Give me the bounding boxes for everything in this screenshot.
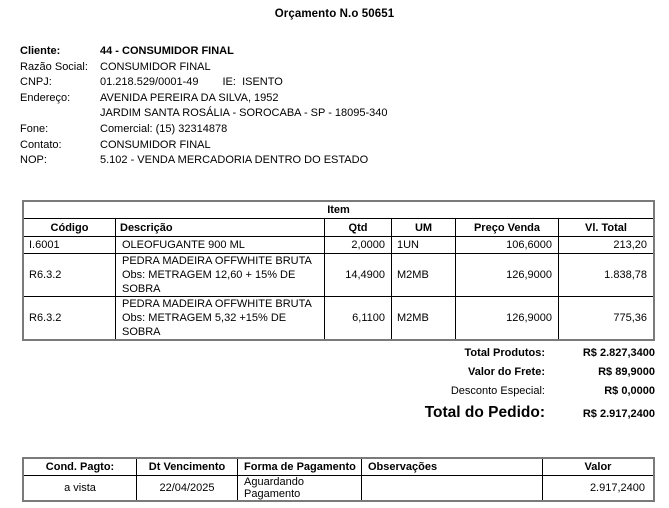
value-ie: ISENTO [242, 76, 283, 89]
value-cliente: 44 - CONSUMIDOR FINAL [100, 45, 234, 57]
cell-codigo: R6.3.2 [23, 297, 116, 341]
totals-row-valor-frete [330, 366, 655, 385]
totals-row-total-pedido [330, 404, 655, 428]
column-header-descricao: Descrição [116, 219, 325, 237]
cell-descricao-main: PEDRA MADEIRA OFFWHITE BRUTA [122, 298, 312, 310]
column-header-qtd: Qtd [325, 219, 392, 237]
cell-dt-vencimento: 22/04/2025 [137, 476, 238, 502]
value-razao-social: CONSUMIDOR FINAL [100, 60, 211, 73]
column-header-vl-total: Vl. Total [559, 219, 655, 237]
label-endereco: Endereço: [20, 91, 71, 104]
cell-forma-pagamento: Aguardando Pagamento [238, 476, 362, 502]
label-ie: IE: [222, 76, 236, 89]
table-row [23, 237, 654, 254]
label-fone: Fone: [20, 122, 49, 135]
cell-qtd: 6,1100 [325, 297, 392, 341]
column-header-valor: Valor [543, 458, 655, 476]
column-header-observacoes: Observações [362, 458, 543, 476]
page-title: Orçamento N.o 50651 [274, 8, 395, 20]
items-table-header-row [23, 219, 654, 237]
totals-block [330, 347, 655, 428]
value-total-produtos: R$ 2.827,3400 [582, 347, 655, 359]
label-valor-frete: Valor do Frete: [467, 366, 545, 378]
label-contato: Contato: [20, 138, 62, 151]
cell-descricao [116, 254, 325, 297]
cell-um: M2MB [392, 297, 456, 341]
cell-cond-pagto: a vista [23, 476, 137, 502]
column-header-cond-pagto: Cond. Pagto: [23, 458, 137, 476]
cell-vl-total: 775,36 [559, 297, 655, 341]
label-total-produtos: Total Produtos: [464, 347, 545, 359]
customer-row-fone [20, 122, 650, 138]
column-header-forma-pagamento: Forma de Pagamento [238, 458, 362, 476]
column-header-dt-vencimento: Dt Vencimento [137, 458, 238, 476]
cell-preco-venda: 126,9000 [456, 297, 559, 341]
cell-vl-total: 213,20 [559, 237, 655, 254]
cell-preco-venda: 106,6000 [456, 237, 559, 254]
cell-valor: 2.917,2400 [543, 476, 655, 502]
value-nop: 5.102 - VENDA MERCADORIA DENTRO DO ESTADO [100, 154, 369, 167]
customer-row-cnpj [20, 75, 650, 91]
value-valor-frete: R$ 89,9000 [598, 366, 655, 378]
column-header-um: UM [392, 219, 456, 237]
items-section-title: Item [23, 201, 654, 219]
items-table-head [23, 201, 654, 237]
cell-um: M2MB [392, 254, 456, 297]
cell-qtd: 2,0000 [325, 237, 392, 254]
table-row [23, 297, 654, 341]
label-razao-social: Razão Social: [20, 60, 88, 73]
totals-row-total-produtos [330, 347, 655, 366]
cell-um: 1UN [392, 237, 456, 254]
items-table [22, 200, 655, 341]
customer-row-nop [20, 153, 650, 169]
column-header-preco-venda: Preço Venda [456, 219, 559, 237]
payment-table-header-row [23, 458, 654, 476]
customer-row-endereco-line2 [20, 106, 650, 122]
customer-info-block [20, 44, 650, 169]
cell-descricao-obs: Obs: METRAGEM 5,32 +15% DE SOBRA [122, 312, 287, 338]
value-contato: CONSUMIDOR FINAL [100, 138, 211, 151]
label-nop: NOP: [20, 154, 47, 167]
cell-descricao [116, 297, 325, 341]
label-cliente: Cliente: [20, 45, 61, 57]
cell-descricao [116, 237, 325, 254]
value-endereco-line2: JARDIM SANTA ROSÁLIA - SOROCABA - SP - 18095-340 [100, 107, 388, 120]
label-cnpj: CNPJ: [20, 76, 52, 89]
value-total-pedido: R$ 2.917,2400 [582, 408, 655, 420]
items-table-section-title-row [23, 201, 654, 219]
payment-table-head [23, 458, 654, 476]
column-header-codigo: Código [23, 219, 116, 237]
cell-preco-venda: 126,9000 [456, 254, 559, 297]
cell-codigo: I.6001 [23, 237, 116, 254]
items-table-body [23, 237, 654, 341]
table-row [23, 476, 654, 502]
value-endereco-line1: AVENIDA PEREIRA DA SILVA, 1952 [100, 91, 279, 104]
cell-descricao-main: OLEOFUGANTE 900 ML [122, 239, 245, 251]
value-cnpj: 01.218.529/0001-49 [100, 76, 199, 89]
cell-codigo: R6.3.2 [23, 254, 116, 297]
table-row [23, 254, 654, 297]
cell-qtd: 14,4900 [325, 254, 392, 297]
value-fone: Comercial: (15) 32314878 [100, 122, 228, 135]
payment-table-body [23, 476, 654, 502]
cell-observacoes [362, 476, 543, 502]
cell-descricao-obs: Obs: METRAGEM 12,60 + 15% DE SOBRA [122, 269, 296, 295]
customer-row-cliente [20, 44, 650, 60]
label-total-pedido: Total do Pedido: [424, 404, 545, 421]
totals-row-desconto-especial [330, 385, 655, 404]
customer-row-razao-social [20, 60, 650, 76]
customer-row-endereco [20, 91, 650, 107]
label-desconto-especial: Desconto Especial: [450, 385, 545, 397]
customer-row-contato [20, 138, 650, 154]
value-desconto-especial: R$ 0,0000 [604, 385, 655, 397]
cell-descricao-main: PEDRA MADEIRA OFFWHITE BRUTA [122, 255, 312, 267]
payment-conditions-table [22, 457, 655, 502]
cell-vl-total: 1.838,78 [559, 254, 655, 297]
